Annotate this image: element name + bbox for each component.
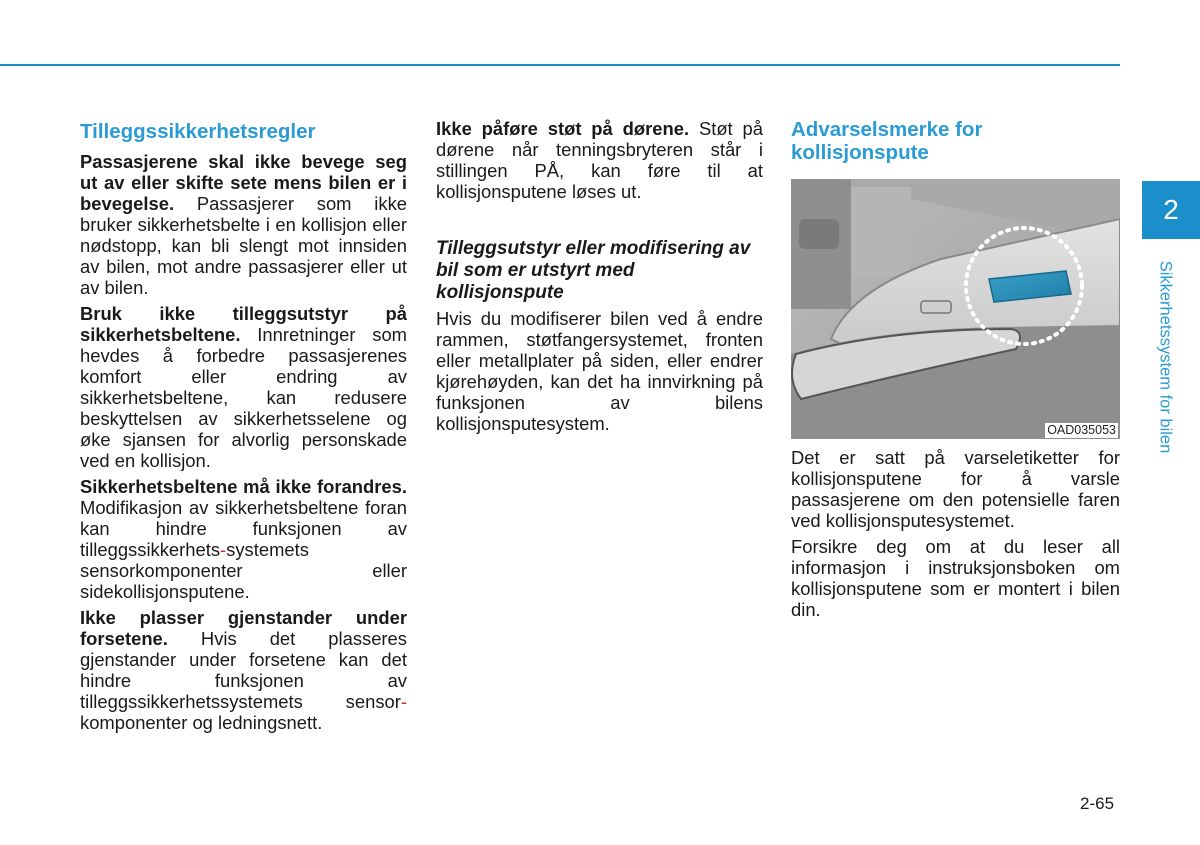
chapter-tab: 2 <box>1142 181 1200 239</box>
paragraph: Passasjerene skal ikke bevege seg ut av eller skifte sete mens bilen er i bevegelse. Passasjerer som ikke bruker sikkerhetsbelte i en kollisjon eller nødstopp, kan bli slengt mot innsiden av bilen, mot andre passasjerer eller ut av bilen. <box>80 151 407 298</box>
column-middle <box>436 118 763 439</box>
header-rule <box>0 64 1120 66</box>
chapter-side-label: Sikkerhetssystem for bilen <box>1156 260 1175 454</box>
paragraph: Ikke plasser gjenstander under forsetene. Hvis det plasseres gjenstander under forsetene kan det hindre funksjonen av tilleggssikkerhetssystemets sensor-komponenter og ledningsnett. <box>80 607 407 733</box>
paragraph: Det er satt på varseletiketter for kollisjonsputene for å varsle passasjerene om den potensielle faren ved kollisjonsputesystemet. <box>791 447 1120 531</box>
section-heading-advarselsmerke: Advarselsmerke for kollisjonspute <box>791 118 983 164</box>
paragraph: Hvis du modifiserer bilen ved å endre rammen, støtfangersystemet, fronten eller metallplater på siden, eller endrer kjørehøyden, kan det ha innvirkning på funksjonen av bilens kollisjonsputesystem. <box>436 308 763 434</box>
paragraph: Ikke påføre støt på dørene. Støt på dørene når tenningsbryteren står i stillingen PÅ, kan føre til at kollisjonsputene løses ut. <box>436 118 763 202</box>
sun-visor-illustration <box>791 179 1120 439</box>
airbag-warning-label-figure <box>791 179 1120 439</box>
column-left <box>80 118 407 738</box>
subheading-tilleggsutstyr: Tilleggsutstyr eller modifisering av bil som er utstyrt med kollisjonspute <box>436 238 751 303</box>
page-number: 2-65 <box>1080 794 1115 813</box>
paragraph: Forsikre deg om at du leser all informasjon i instruksjonsboken om kollisjonsputene som er montert i bilen din. <box>791 536 1120 620</box>
section-heading-tilleggssikkerhetsregler: Tilleggssikkerhetsregler <box>80 120 316 143</box>
paragraph: Sikkerhetsbeltene må ikke forandres. Modifikasjon av sikkerhetsbeltene foran kan hindre funksjonen av tilleggssikkerhets-systemets sensorkomponenter eller sidekollisjonsputene. <box>80 476 407 602</box>
figure-code: OAD035053 <box>1047 423 1116 437</box>
column-right <box>791 118 1120 625</box>
paragraph: Bruk ikke tilleggsutstyr på sikkerhetsbeltene. Innretninger som hevdes å forbedre passasjerenes komfort eller endring av sikkerhetsbeltene, kan redusere beskyttelsen av sikkerhetsselene og øke sjansen for alvorlig personskade ved en kollisjon. <box>80 303 407 471</box>
